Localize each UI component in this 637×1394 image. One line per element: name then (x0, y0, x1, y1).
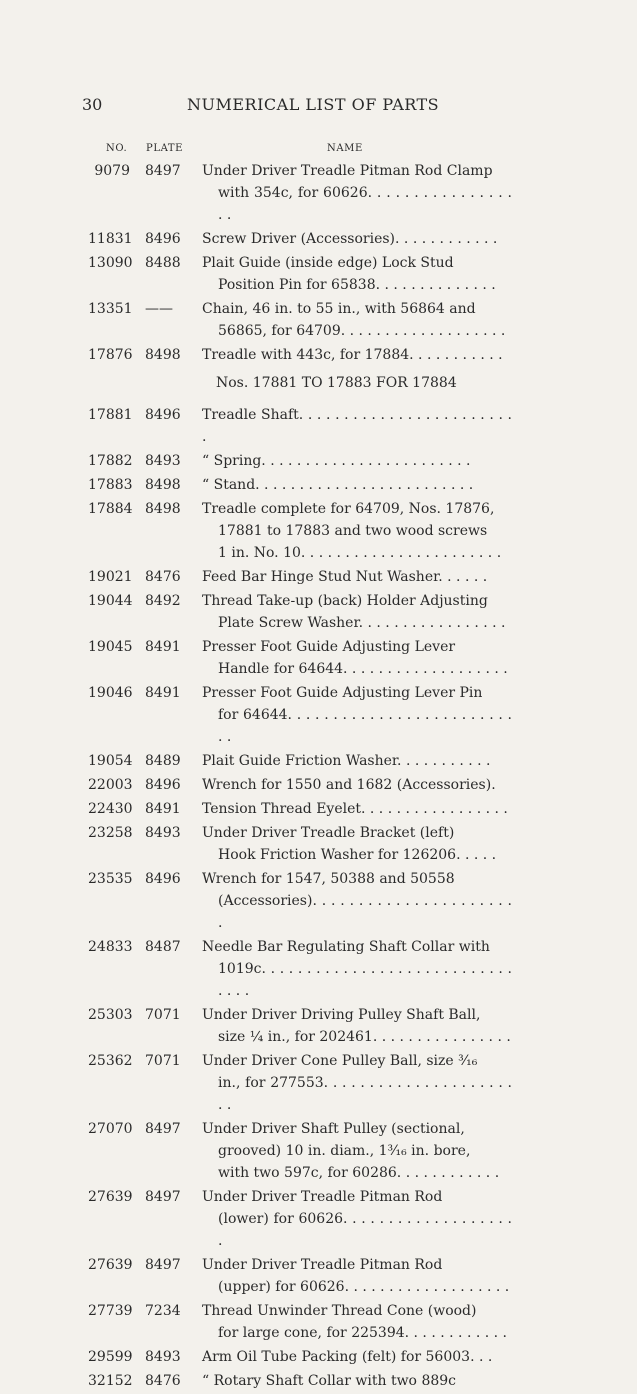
plate-number: 8497 (145, 1121, 181, 1137)
part-row (0, 160, 637, 226)
part-row (0, 1050, 637, 1116)
part-name-line: Thread Unwinder Thread Cone (wood) (202, 1303, 477, 1319)
plate-number: 7071 (145, 1053, 181, 1069)
part-row (0, 228, 637, 250)
part-name (202, 252, 512, 296)
part-name (202, 344, 512, 366)
part-name (202, 590, 512, 634)
plate-number: 8489 (145, 753, 181, 769)
part-name-line: Under Driver Driving Pulley Shaft Ball, (202, 1007, 481, 1023)
part-name-line: Thread Take-up (back) Holder Adjusting (202, 593, 488, 609)
part-name-line: “ Spring. . . . . . . . . . . . . . . . . . . . . . . . (202, 453, 471, 469)
part-name (202, 750, 512, 772)
part-name-continuation: for large cone, for 225394. . . . . . . . . . . . (218, 1325, 507, 1341)
part-name (202, 450, 512, 472)
part-row (0, 498, 637, 564)
part-row (0, 1300, 637, 1344)
part-number: 9079 (94, 163, 130, 179)
plate-number: 8476 (145, 1373, 181, 1389)
part-name (202, 228, 512, 250)
part-row (0, 1254, 637, 1298)
part-number: 24833 (88, 939, 133, 955)
part-name-continuation: for 64644. . . . . . . . . . . . . . . . . . . . . . . . . . . (218, 707, 512, 745)
part-name (202, 936, 512, 1002)
plate-number: 8493 (145, 1349, 181, 1365)
column-header-name: NAME (327, 143, 363, 154)
part-name (202, 1118, 512, 1184)
part-name (202, 774, 512, 796)
plate-number: 8498 (145, 347, 181, 363)
part-row (0, 1186, 637, 1252)
part-name-line: “ Stand. . . . . . . . . . . . . . . . . . . . . . . . . (202, 477, 474, 493)
part-row (0, 1004, 637, 1048)
part-number: 17882 (88, 453, 133, 469)
part-row (0, 636, 637, 680)
plate-number: 8491 (145, 801, 181, 817)
part-name-continuation: (upper) for 60626. . . . . . . . . . . . . . . . . . . (218, 1279, 510, 1295)
part-row (0, 590, 637, 634)
plate-number: 8493 (145, 453, 181, 469)
part-number: 13090 (88, 255, 133, 271)
part-name-continuation: (Accessories). . . . . . . . . . . . . . . . . . . . . . . (218, 893, 512, 931)
part-name (202, 1346, 512, 1368)
part-number: 17881 (88, 407, 133, 423)
part-name-line: Presser Foot Guide Adjusting Lever (202, 639, 456, 655)
part-name (202, 404, 512, 448)
plate-number: 8496 (145, 407, 181, 423)
part-name-continuation: 1 in. No. 10. . . . . . . . . . . . . . . . . . . . . . . (218, 545, 502, 561)
page-title: NUMERICAL LIST OF PARTS (187, 95, 440, 114)
part-name (202, 1004, 512, 1048)
part-row (0, 822, 637, 866)
part-name-line: Under Driver Treadle Bracket (left) (202, 825, 455, 841)
part-number: 19044 (88, 593, 133, 609)
part-row (0, 1370, 637, 1392)
part-name (202, 1370, 512, 1392)
part-row (0, 474, 637, 496)
part-name (202, 868, 512, 934)
part-name-line: Wrench for 1550 and 1682 (Accessories). (202, 777, 496, 793)
plate-number: 8487 (145, 939, 181, 955)
part-number: 19045 (88, 639, 133, 655)
part-name (202, 474, 512, 496)
part-name-line: Treadle complete for 64709, Nos. 17876, (202, 501, 495, 517)
part-name-continuation: Hook Friction Washer for 126206. . . . . (218, 847, 497, 863)
column-header-plate: PLATE (146, 143, 184, 154)
part-name-line: Treadle Shaft. . . . . . . . . . . . . . . . . . . . . . . . . (202, 407, 512, 445)
part-name-continuation: Position Pin for 65838. . . . . . . . . . . . . . (218, 277, 496, 293)
part-name-continuation: grooved) 10 in. diam., 1³⁄₁₆ in. bore, (218, 1143, 471, 1159)
page-header (0, 95, 637, 119)
part-name-line: Under Driver Treadle Pitman Rod (202, 1257, 443, 1273)
part-name (202, 160, 512, 226)
part-number: 11831 (88, 231, 133, 247)
section-heading: Nos. 17881 TO 17883 FOR 17884 (216, 375, 457, 391)
part-number: 27739 (88, 1303, 133, 1319)
parts-list (0, 160, 637, 1394)
part-name-continuation: 17881 to 17883 and two wood screws (218, 523, 488, 539)
plate-number: 7071 (145, 1007, 181, 1023)
part-name (202, 566, 512, 588)
part-row (0, 252, 637, 296)
part-name-line: Under Driver Cone Pulley Ball, size ³⁄₁₆ (202, 1053, 478, 1069)
part-number: 25303 (88, 1007, 133, 1023)
part-row (0, 868, 637, 934)
part-name-continuation: (lower) for 60626. . . . . . . . . . . . . . . . . . . . (218, 1211, 512, 1249)
page-number: 30 (82, 95, 103, 114)
plate-number: 8476 (145, 569, 181, 585)
part-number: 19046 (88, 685, 133, 701)
part-name-line: Plait Guide Friction Washer. . . . . . . . . . . (202, 753, 491, 769)
part-name-continuation: size ¼ in., for 202461. . . . . . . . . . . . . . . . (218, 1029, 511, 1045)
part-name-continuation: with two 597c, for 60286. . . . . . . . . . . . (218, 1165, 500, 1181)
plate-number: 7234 (145, 1303, 181, 1319)
part-number: 25362 (88, 1053, 133, 1069)
part-row (0, 404, 637, 448)
part-number: 17884 (88, 501, 133, 517)
part-number: 17883 (88, 477, 133, 493)
part-name (202, 798, 512, 820)
part-row (0, 298, 637, 342)
column-headers (0, 143, 637, 157)
part-name (202, 682, 512, 748)
plate-number: 8493 (145, 825, 181, 841)
plate-number: 8496 (145, 871, 181, 887)
part-name (202, 822, 512, 866)
part-name-continuation: Handle for 64644. . . . . . . . . . . . . . . . . . . (218, 661, 508, 677)
part-name-line: Under Driver Treadle Pitman Rod (202, 1189, 443, 1205)
plate-number: 8497 (145, 163, 181, 179)
part-name-line: Arm Oil Tube Packing (felt) for 56003. . . (202, 1349, 493, 1365)
part-name-continuation: 56865, for 64709. . . . . . . . . . . . . . . . . . . (218, 323, 506, 339)
part-row (0, 566, 637, 588)
part-row (0, 798, 637, 820)
part-name-line: Presser Foot Guide Adjusting Lever Pin (202, 685, 483, 701)
part-number: 22003 (88, 777, 133, 793)
part-name-line: “ Rotary Shaft Collar with two 889c (202, 1373, 457, 1389)
part-name-line: Feed Bar Hinge Stud Nut Washer. . . . . . (202, 569, 488, 585)
part-row (0, 450, 637, 472)
part-name (202, 1050, 512, 1116)
part-number: 19021 (88, 569, 133, 585)
part-name-continuation: 1019c. . . . . . . . . . . . . . . . . . . . . . . . . . . . . . . . (218, 961, 512, 999)
part-row (0, 1118, 637, 1184)
part-name-line: Under Driver Shaft Pulley (sectional, (202, 1121, 465, 1137)
plate-number: —— (145, 301, 173, 317)
part-number: 23258 (88, 825, 133, 841)
part-name-line: Tension Thread Eyelet. . . . . . . . . . . . . . . . . (202, 801, 508, 817)
part-name-line: Under Driver Treadle Pitman Rod Clamp (202, 163, 493, 179)
part-number: 19054 (88, 753, 133, 769)
column-header-no: NO. (106, 143, 128, 154)
part-row (0, 682, 637, 748)
part-name-line: Wrench for 1547, 50388 and 50558 (202, 871, 455, 887)
part-number: 27639 (88, 1257, 133, 1273)
plate-number: 8491 (145, 639, 181, 655)
part-number: 29599 (88, 1349, 133, 1365)
part-name-line: Needle Bar Regulating Shaft Collar with (202, 939, 490, 955)
part-number: 17876 (88, 347, 133, 363)
part-name (202, 1186, 512, 1252)
part-number: 23535 (88, 871, 133, 887)
part-number: 32152 (88, 1373, 133, 1389)
part-row (0, 1346, 637, 1368)
plate-number: 8498 (145, 477, 181, 493)
plate-number: 8496 (145, 231, 181, 247)
part-name (202, 1300, 512, 1344)
part-row (0, 344, 637, 366)
part-number: 13351 (88, 301, 133, 317)
plate-number: 8491 (145, 685, 181, 701)
part-name-continuation: with 354c, for 60626. . . . . . . . . . . . . . . . . . (218, 185, 512, 223)
part-name-continuation: Plate Screw Washer. . . . . . . . . . . . . . . . . (218, 615, 506, 631)
part-name-line: Treadle with 443c, for 17884. . . . . . . . . . . (202, 347, 503, 363)
part-name-line: Chain, 46 in. to 55 in., with 56864 and (202, 301, 476, 317)
part-name (202, 298, 512, 342)
plate-number: 8488 (145, 255, 181, 271)
plate-number: 8497 (145, 1189, 181, 1205)
part-row (0, 774, 637, 796)
part-name (202, 636, 512, 680)
part-row (0, 936, 637, 1002)
part-name-line: Screw Driver (Accessories). . . . . . . . . . . . (202, 231, 498, 247)
plate-number: 8497 (145, 1257, 181, 1273)
plate-number: 8498 (145, 501, 181, 517)
part-name-line: Plait Guide (inside edge) Lock Stud (202, 255, 454, 271)
part-row (0, 750, 637, 772)
part-name (202, 1254, 512, 1298)
part-number: 22430 (88, 801, 133, 817)
part-name (202, 498, 512, 564)
part-number: 27070 (88, 1121, 133, 1137)
part-name-continuation: in., for 277553. . . . . . . . . . . . . . . . . . . . . . . (218, 1075, 512, 1113)
part-number: 27639 (88, 1189, 133, 1205)
plate-number: 8496 (145, 777, 181, 793)
plate-number: 8492 (145, 593, 181, 609)
